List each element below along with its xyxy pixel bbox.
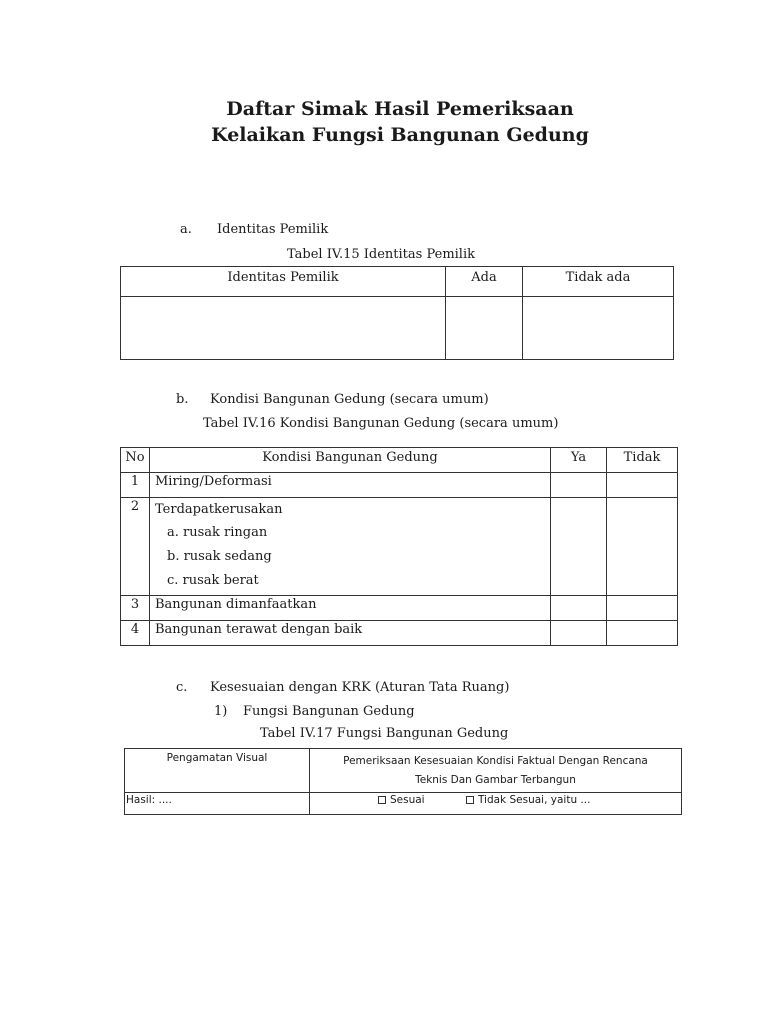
row-number: 3 — [121, 596, 150, 621]
row-condition: Terdapatkerusakan — [155, 502, 283, 517]
table-kondisi-bangunan — [120, 447, 678, 646]
cell-ya[interactable] — [551, 498, 607, 596]
cell-ya[interactable] — [551, 473, 607, 498]
column-header-ada: Ada — [446, 267, 523, 297]
table-row — [121, 473, 678, 498]
subitem-rusak-sedang: b. rusak sedang — [167, 549, 272, 564]
pemeriksaan-line1: Pemeriksaan Kesesuaian Kondisi Faktual Dengan Rencana — [343, 755, 648, 767]
cell-tidak[interactable] — [607, 621, 678, 646]
column-header-ya: Ya — [551, 448, 607, 473]
column-header-no: No — [121, 448, 150, 473]
table-row — [125, 793, 682, 815]
checkbox-sesuai-icon[interactable] — [378, 796, 386, 804]
option-sesuai[interactable] — [378, 794, 425, 806]
section-a-heading: Identitas Pemilik — [217, 222, 329, 237]
row-condition: Bangunan terawat dengan baik — [150, 621, 551, 646]
subitem-rusak-berat: c. rusak berat — [167, 573, 259, 588]
table-identitas-pemilik — [120, 266, 674, 360]
row-condition-group — [150, 498, 551, 596]
row-number: 2 — [121, 498, 150, 596]
option-tidak-sesuai-label: Tidak Sesuai, yaitu ... — [477, 794, 591, 806]
document-title-line1: Daftar Simak Hasil Pemeriksaan — [226, 98, 574, 120]
section-b-heading: Kondisi Bangunan Gedung (secara umum) — [210, 392, 489, 407]
table-row — [121, 498, 678, 596]
cell-tidak[interactable] — [607, 498, 678, 596]
cell-ya[interactable] — [551, 596, 607, 621]
pemeriksaan-line2: Teknis Dan Gambar Terbangun — [415, 774, 576, 786]
cell-identitas[interactable] — [121, 297, 446, 360]
cell-tidak[interactable] — [607, 473, 678, 498]
table-header-row — [121, 448, 678, 473]
column-header-pemeriksaan — [310, 749, 682, 793]
column-header-kondisi: Kondisi Bangunan Gedung — [150, 448, 551, 473]
row-number: 4 — [121, 621, 150, 646]
section-a-marker: a. — [180, 222, 192, 237]
column-header-identitas: Identitas Pemilik — [121, 267, 446, 297]
section-c-marker: c. — [176, 680, 188, 695]
column-header-tidak: Tidak — [607, 448, 678, 473]
cell-tidak[interactable] — [607, 596, 678, 621]
section-b-marker: b. — [176, 392, 189, 407]
column-header-pengamatan: Pengamatan Visual — [125, 749, 310, 793]
table-row — [121, 621, 678, 646]
table-fungsi-bangunan — [124, 748, 682, 815]
result-cell[interactable]: Hasil: .... — [125, 793, 310, 815]
table-iv16-caption: Tabel IV.16 Kondisi Bangunan Gedung (secara umum) — [203, 416, 559, 431]
table-row — [121, 596, 678, 621]
cell-tidak-ada[interactable] — [523, 297, 674, 360]
table-header-row — [121, 267, 674, 297]
checkbox-tidak-sesuai-icon[interactable] — [466, 796, 474, 804]
section-c-heading: Kesesuaian dengan KRK (Aturan Tata Ruang) — [210, 680, 510, 695]
row-number: 1 — [121, 473, 150, 498]
cell-ya[interactable] — [551, 621, 607, 646]
cell-ada[interactable] — [446, 297, 523, 360]
subitem-rusak-ringan: a. rusak ringan — [167, 525, 268, 540]
option-sesuai-label: Sesuai — [390, 794, 425, 806]
table-header-row — [125, 749, 682, 793]
result-options — [310, 793, 682, 815]
document-title-line2: Kelaikan Fungsi Bangunan Gedung — [211, 124, 589, 146]
table-row — [121, 297, 674, 360]
table-iv15-caption: Tabel IV.15 Identitas Pemilik — [287, 247, 475, 262]
subsection-1-heading: Fungsi Bangunan Gedung — [243, 704, 415, 719]
option-tidak-sesuai[interactable] — [466, 794, 591, 806]
subsection-1-marker: 1) — [214, 704, 228, 719]
row-condition: Bangunan dimanfaatkan — [150, 596, 551, 621]
column-header-tidak-ada: Tidak ada — [523, 267, 674, 297]
row-condition: Miring/Deformasi — [150, 473, 551, 498]
table-iv17-caption: Tabel IV.17 Fungsi Bangunan Gedung — [260, 726, 509, 741]
